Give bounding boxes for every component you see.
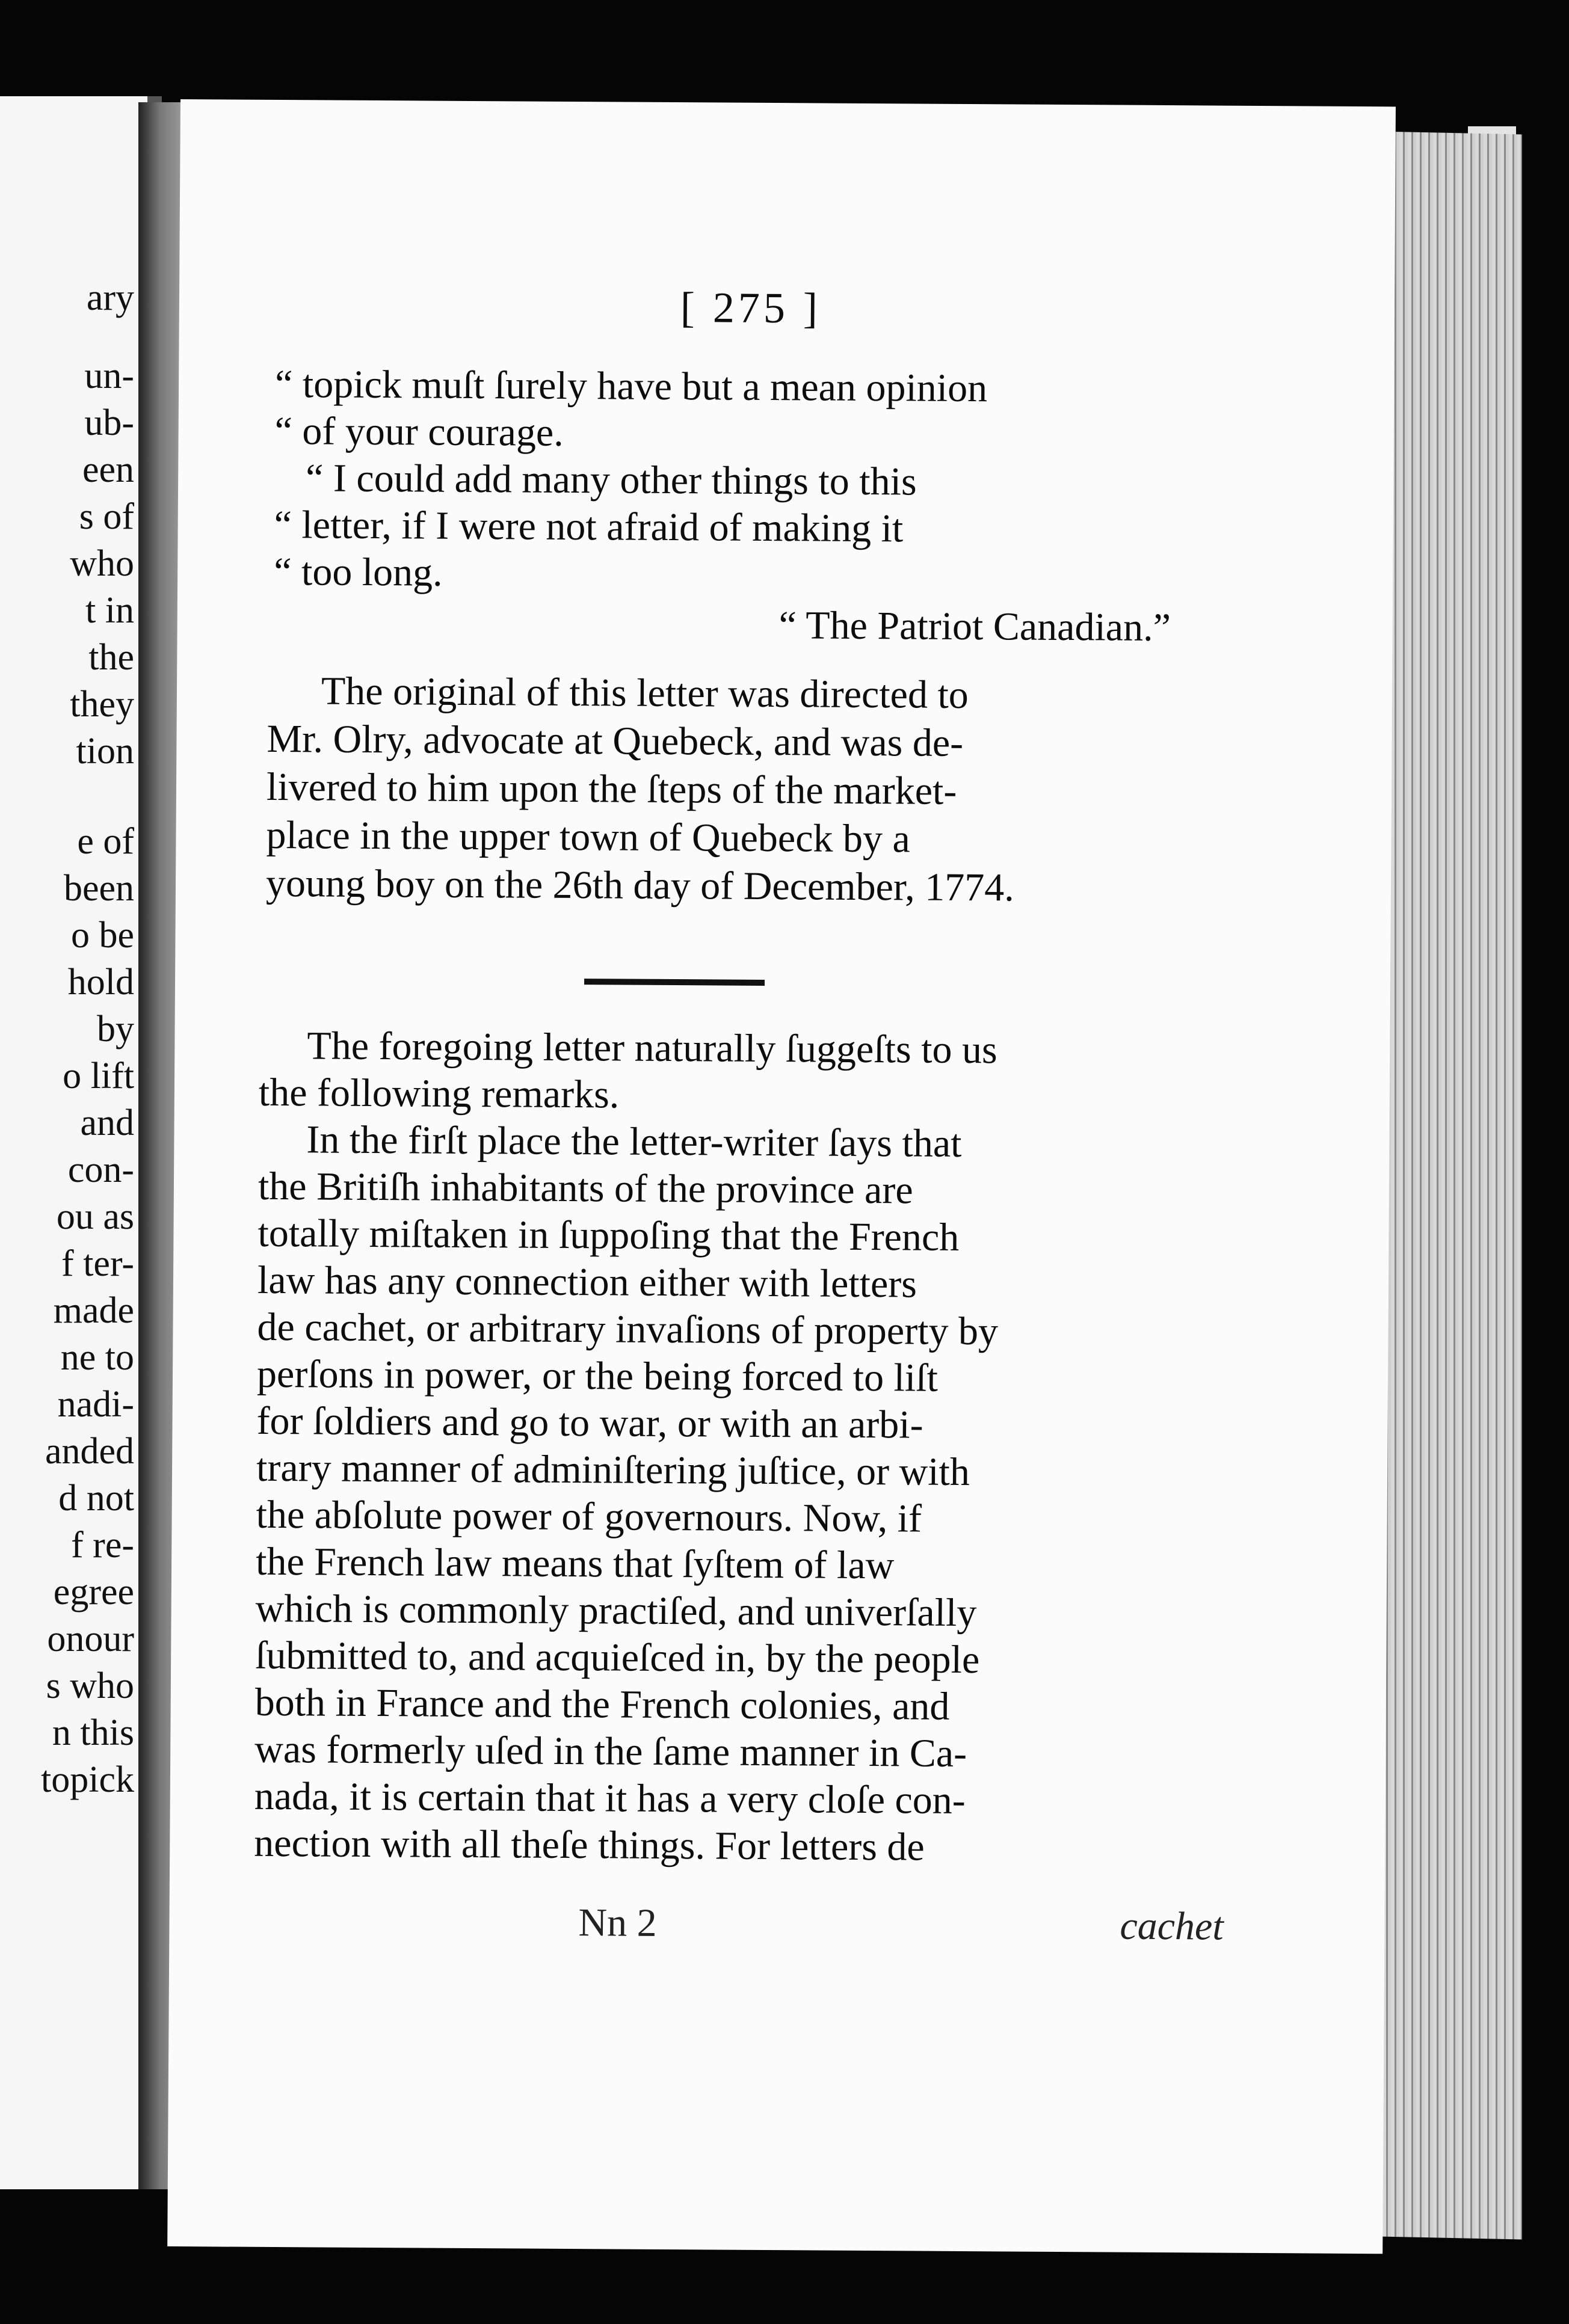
text-line: place in the upper town of Quebeck by a (266, 813, 911, 861)
facing-page-fragment: hold (67, 962, 134, 1003)
facing-page-fragment: ub- (84, 402, 134, 443)
facing-page-fragment: t in (85, 590, 134, 631)
text-line: young boy on the 26th day of December, 1774. (265, 861, 1015, 910)
text-line: de cachet, or arbitrary invaſions of property by (257, 1305, 999, 1354)
text-line: the abſolute power of governours. Now, if (256, 1492, 922, 1541)
text-line: “ too long. (273, 549, 443, 595)
text-line: was formerly uſed in the ſame manner in Ca- (254, 1727, 967, 1776)
facing-page-fragment: f re- (71, 1525, 134, 1566)
text-line: The original of this letter was directed to (321, 669, 969, 718)
facing-page-fragment: d not (58, 1478, 134, 1519)
facing-page-fragment: con- (67, 1149, 134, 1190)
facing-page-fragment: s of (79, 496, 134, 537)
book-page (167, 99, 1396, 2254)
text-line: “ letter, if I were not afraid of making it (274, 502, 904, 551)
text-line: the following remarks. (258, 1070, 620, 1117)
facing-page-fragment: made (53, 1290, 134, 1331)
signature-mark: Nn 2 (578, 1901, 657, 1945)
facing-page-fragment: nadi- (57, 1384, 134, 1425)
facing-page-fragment: tion (76, 731, 134, 772)
facing-page-fragment: s who (46, 1665, 134, 1706)
text-line: which is commonly practiſed, and univerſally (255, 1586, 977, 1635)
text-line: “ topick muſt ſurely have but a mean opinion (274, 361, 988, 411)
facing-page-fragment: they (70, 684, 134, 725)
signature-line: “ The Patriot Canadian.” (778, 603, 1171, 650)
text-line: trary manner of adminiſtering juſtice, or with (256, 1445, 970, 1495)
text-line: for ſoldiers and go to war, or with an arbi- (256, 1398, 923, 1447)
facing-page-fragment: e of (77, 821, 134, 862)
text-line: The foregoing letter naturally ſuggeſts to us (307, 1024, 997, 1072)
text-line: nada, it is certain that it has a very cloſe con- (254, 1774, 966, 1823)
text-line: “ of your courage. (274, 408, 564, 455)
facing-page (0, 96, 162, 2189)
facing-page-fragment: o lift (63, 1056, 134, 1096)
text-line: both in France and the French colonies, and (254, 1680, 950, 1729)
facing-page-fragment: o be (70, 915, 134, 956)
facing-page-fragment: n this (52, 1712, 134, 1753)
facing-page-fragment: the (88, 637, 134, 678)
text-line: nection with all theſe things. For letters de (254, 1821, 925, 1869)
text-line: the Britiſh inhabitants of the province are (257, 1164, 913, 1213)
facing-page-fragment: ary (86, 277, 134, 318)
facing-page-fragment: by (97, 1009, 134, 1050)
facing-page-fragment: een (82, 449, 134, 490)
facing-page-fragment: been (63, 868, 134, 909)
facing-page-fragment: onour (47, 1618, 134, 1659)
text-line: law has any connection either with letters (257, 1258, 917, 1306)
facing-page-fragment: anded (45, 1431, 134, 1472)
facing-page-fragment: ou as (56, 1196, 134, 1237)
text-line: livered to him upon the ſteps of the market- (266, 764, 957, 813)
page-number: [ 275 ] (680, 283, 822, 333)
facing-page-fragment: ne to (60, 1337, 134, 1378)
facing-page-fragment: f ter- (61, 1243, 134, 1284)
text-line: perſons in power, or the being forced to liſt (256, 1351, 939, 1400)
facing-page-fragment: topick (41, 1759, 134, 1800)
text-line: totally miſtaken in ſuppoſing that the French (257, 1211, 960, 1259)
text-line: “ I could add many other things to this (305, 456, 917, 504)
text-line: Mr. Olry, advocate at Quebeck, and was de- (267, 716, 964, 765)
section-rule (584, 979, 765, 986)
facing-page-fragment: and (80, 1102, 134, 1143)
facing-page-fragment: un- (84, 355, 134, 396)
facing-page-fragment: egree (53, 1572, 134, 1612)
text-line: In the firſt place the letter-writer ſays that (306, 1117, 962, 1166)
facing-page-fragment: who (70, 543, 134, 584)
catchword: cachet (1120, 1904, 1224, 1949)
text-line: ſubmitted to, and acquieſced in, by the people (254, 1633, 980, 1682)
text-line: the French law means that ſyſtem of law (255, 1539, 895, 1588)
